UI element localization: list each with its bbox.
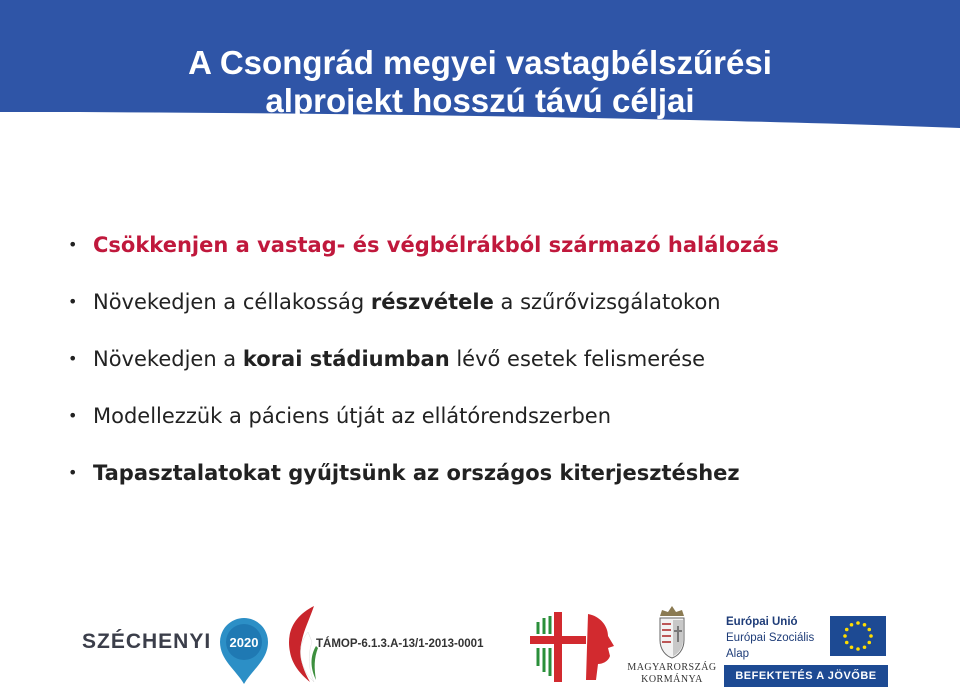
goal-text: a szűrővizsgálatokon [493, 290, 721, 314]
eu-star-icon [863, 645, 867, 649]
header-band [0, 0, 960, 140]
bullet-dot: • [68, 292, 78, 311]
goal-text: Modellezzük a páciens útját az ellátórendszerben [93, 404, 612, 428]
eu-star-icon [845, 641, 849, 645]
eu-star-icon [843, 634, 847, 638]
goal-text: részvétele [370, 290, 494, 314]
szechenyi-pin-icon [218, 616, 270, 686]
szechenyi-label: SZÉCHENYI [82, 630, 212, 653]
goal-text: korai stádiumban [242, 347, 450, 371]
bullet-dot: • [68, 349, 78, 368]
tamop-flame-icon [284, 602, 318, 684]
eu-star-icon [845, 628, 849, 632]
eu-star-icon [856, 621, 860, 625]
eu-banner: BEFEKTETÉS A JÖVŐBE [724, 665, 888, 687]
government-line-2: KORMÁNYA [641, 674, 703, 685]
goal-text: Csökkenjen a vastag- és végbélrákból származó halálozás [93, 233, 779, 257]
goal-text: lévő esetek felismerése [449, 347, 706, 371]
goal-item [68, 342, 928, 399]
goal-item [68, 399, 928, 456]
title-line-1: A Csongrád megyei vastagbélszűrési [188, 44, 772, 81]
government-label [627, 662, 717, 686]
tamop-code: TÁMOP-6.1.3.A-13/1-2013-0001 [316, 638, 484, 650]
eu-line-1: Európai Unió [726, 616, 798, 628]
goal-item [68, 228, 928, 285]
eu-star-icon [850, 623, 854, 627]
eu-star-icon [867, 641, 871, 645]
government-line-1: MAGYARORSZÁG [627, 662, 717, 673]
szechenyi-year: 2020 [229, 635, 259, 650]
goal-text: Növekedjen a céllakosság [93, 290, 371, 314]
bullet-dot: • [68, 463, 78, 482]
eu-star-icon [869, 634, 873, 638]
eu-star-icon [867, 628, 871, 632]
eu-star-icon [850, 645, 854, 649]
eu-line-3: Alap [726, 648, 750, 660]
eu-line-2: Európai Szociális [726, 632, 815, 644]
eu-star-icon [856, 647, 860, 651]
slide-title [0, 44, 960, 120]
eu-label [726, 614, 814, 662]
bullet-dot: • [68, 235, 78, 254]
bullet-dot: • [68, 406, 78, 425]
goal-item [68, 456, 928, 513]
eu-star-icon [863, 623, 867, 627]
eu-flag-icon [830, 616, 886, 656]
goal-text: Növekedjen a [93, 347, 243, 371]
coat-of-arms-icon [654, 604, 690, 660]
goal-list [68, 228, 928, 513]
medical-cross-icon [528, 610, 620, 684]
title-line-2: alprojekt hosszú távú céljai [265, 82, 695, 119]
goal-item [68, 285, 928, 342]
goal-text: Tapasztalatokat gyűjtsünk az országos kiterjesztéshez [93, 461, 740, 485]
